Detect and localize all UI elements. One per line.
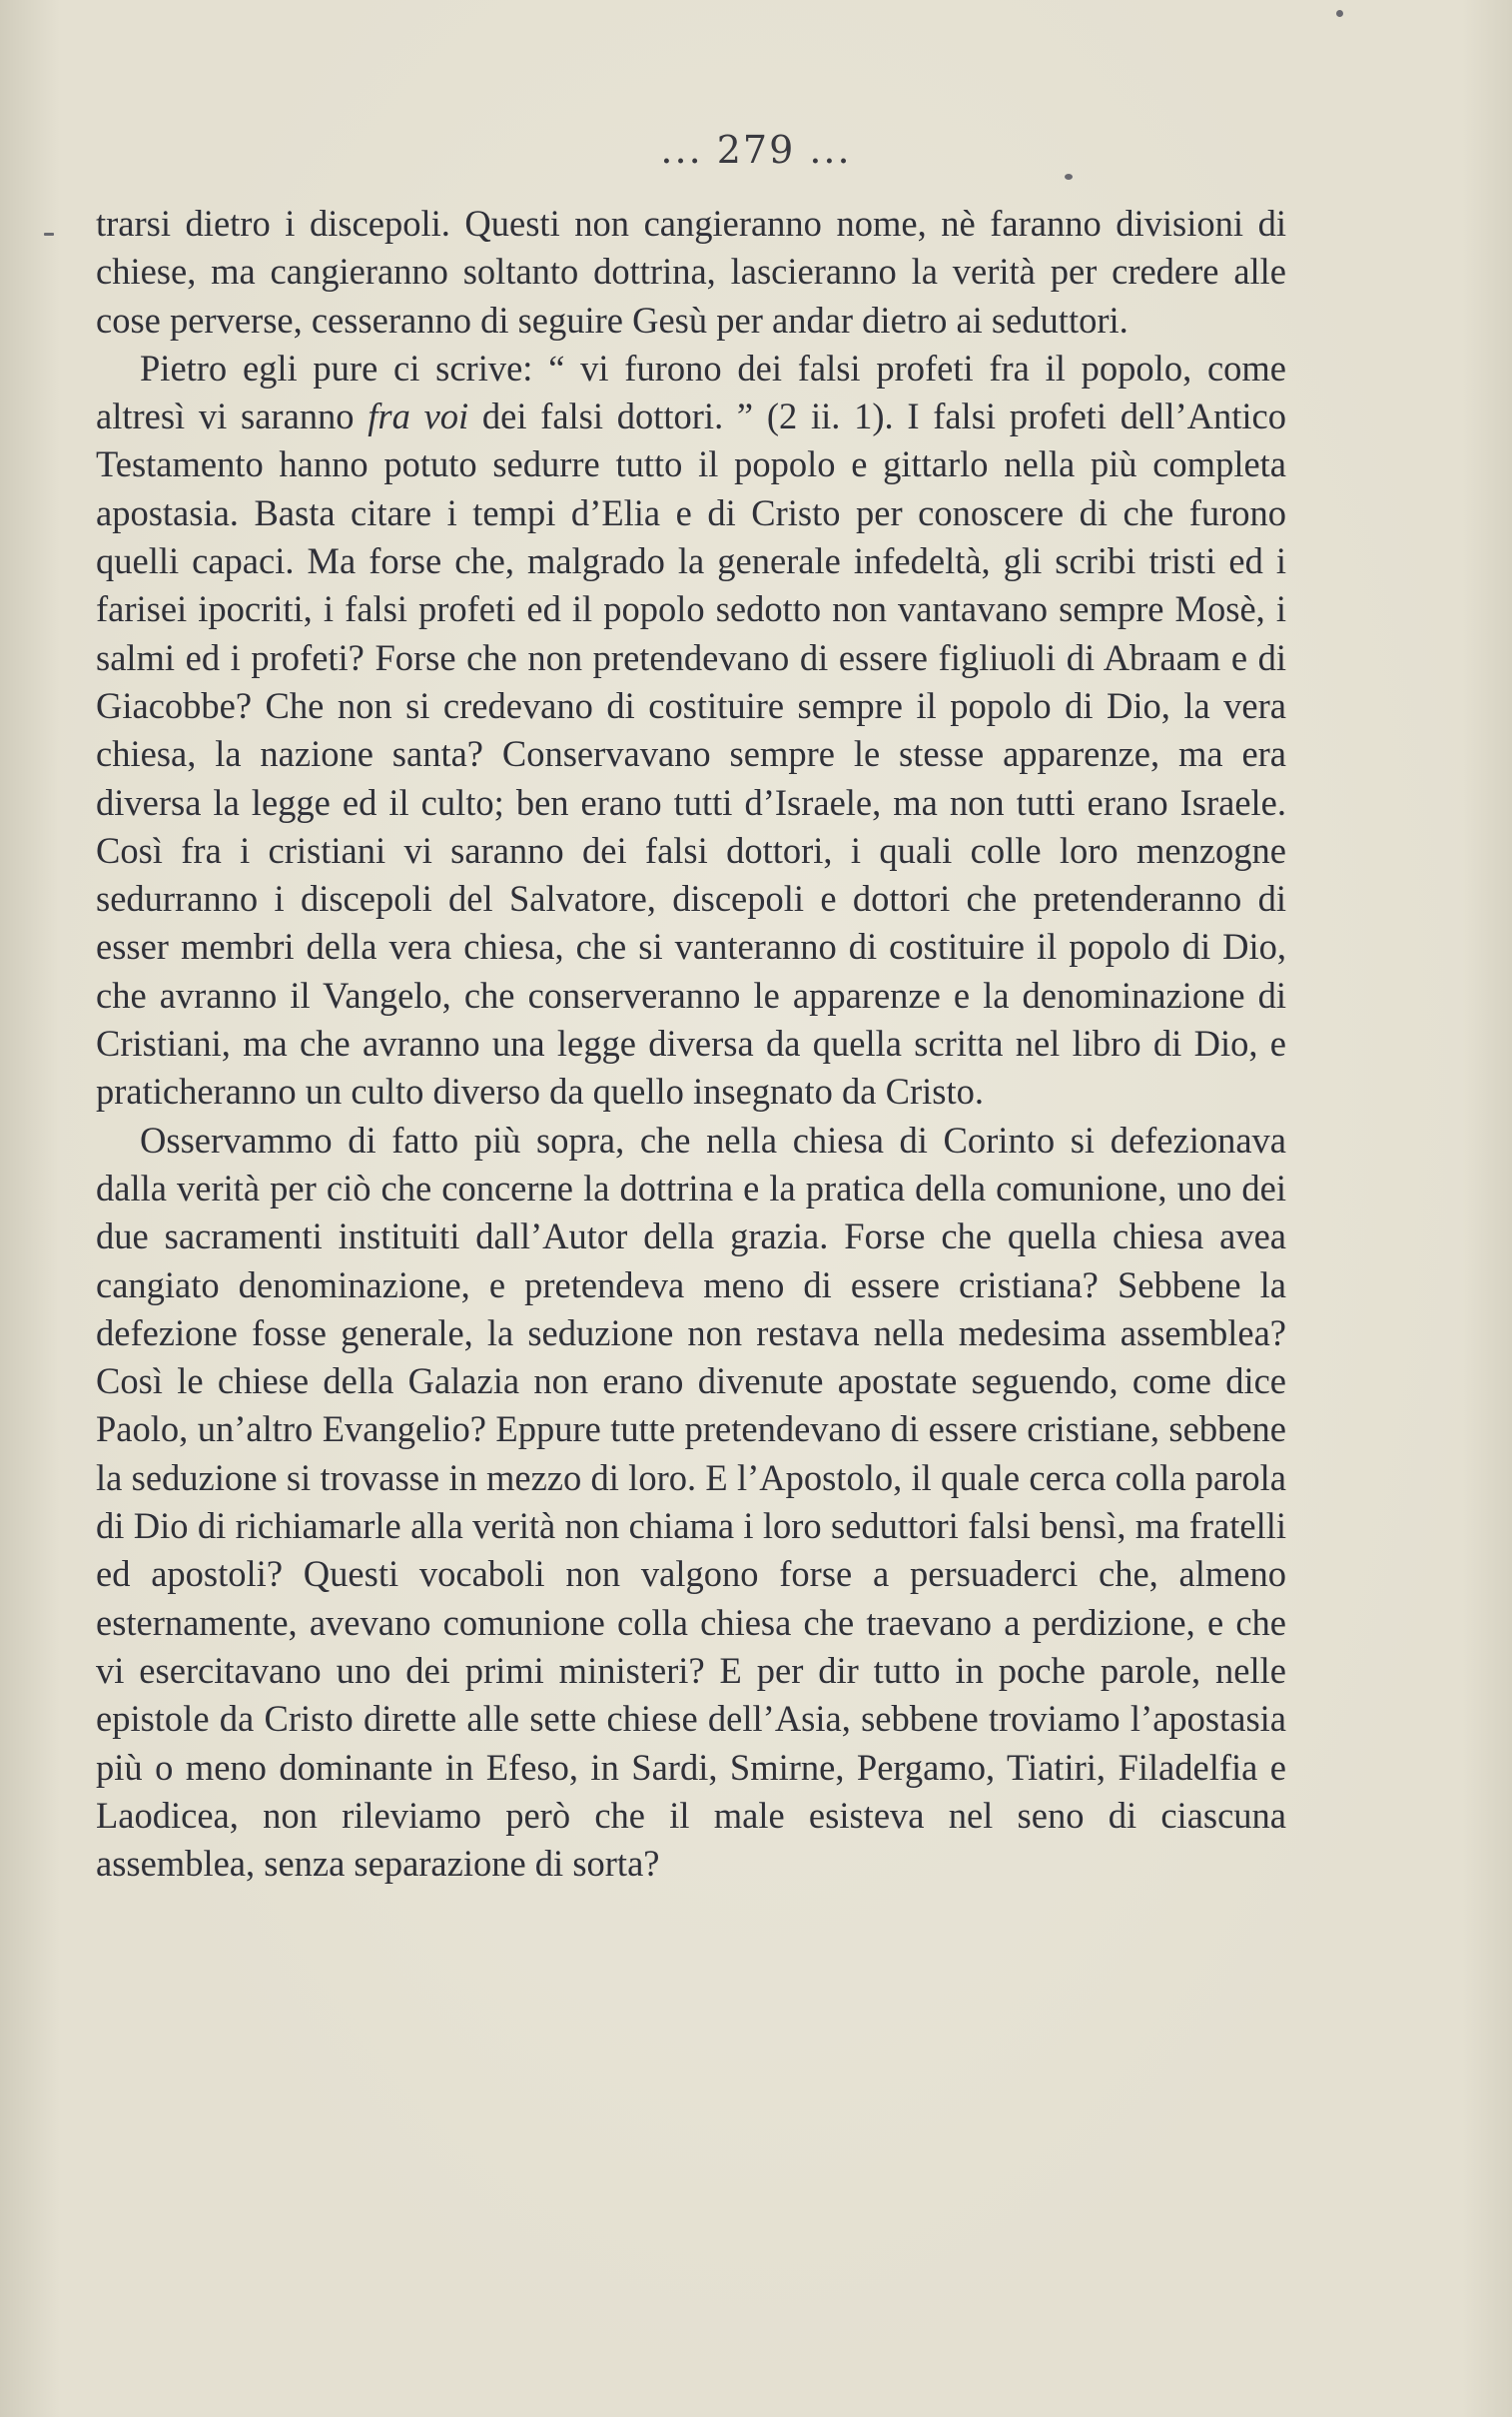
ink-speck — [1336, 10, 1343, 17]
paragraph-2 — [96, 345, 1286, 1117]
body-text — [96, 200, 1286, 1888]
emphasis-fra-voi: fra voi — [368, 396, 469, 437]
paragraph-1: trarsi dietro i discepoli. Questi non cangieranno nome, nè faranno divisioni di chiese, ma cangieranno soltanto dottrina, lascieranno la verità per credere alle cose perverse, cesseranno di seguire Gesù per andar dietro ai seduttori. — [96, 203, 1286, 341]
margin-dash — [44, 233, 54, 236]
paragraph-3: Osservammo di fatto più sopra, che nella chiesa di Corinto si defezionava dalla verità per ciò che concerne la dottrina e la pratica della comunione, uno dei due sacramenti instituiti dall’Autor della grazia. Forse che quella chiesa avea cangiato denominazione, e pretendeva meno di essere cristiana? Sebbene la defezione fosse generale, la seduzione non restava nella medesima assemblea? Così le chiese della Galazia non erano divenute apostate seguendo, come dice Paolo, un’altro Evangelio? Eppure tutte pretendevano di essere cristiane, sebbene la seduzione si trovasse in mezzo di loro. E l’Apostolo, il quale cerca colla parola di Dio di richiamarle alla verità non chiama i loro seduttori falsi bensì, ma fratelli ed apostoli? Questi vocaboli non valgono forse a persuaderci che, almeno esternamente, avevano comunione colla chiesa che traevano a perdizione, e che vi esercitavano uno dei primi ministeri? E per dir tutto in poche parole, nelle epistole da Cristo dirette alle sette chiese dell’Asia, sebbene troviamo l’apostasia più o meno dominante in Efeso, in Sardi, Smirne, Pergamo, Tiatiri, Filadelfia e Laodicea, non rileviamo però che il male esisteva nel seno di ciascuna assemblea, senza separazione di sorta? — [96, 1119, 1286, 1885]
page-number: ... 279 ... — [660, 128, 852, 172]
paragraph-2-text-after: dei falsi dottori. ” (2 ii. 1). I falsi profeti dell’Antico Testamento hanno potuto sedurre tutto il popolo e gittarlo nella più completa apostasia. Basta citare i tempi d’Elia e di Cristo per conoscere di che furono quelli capaci. Ma forse che, malgrado la generale infedeltà, gli scribi tristi ed i farisei ipocriti, i falsi profeti ed il popolo sedotto non vantavano sempre Mosè, i salmi ed i profeti? Forse che non pretendevano di essere figliuoli di Abraam e di Giacobbe? Che non si credevano di costituire sempre il popolo di Dio, la vera chiesa, la nazione santa? Conservavano sempre le stesse apparenze, ma era diversa la legge ed il culto; ben erano tutti d’Israele, ma non tutti erano Israele. Così fra i cristiani vi saranno dei falsi dottori, i quali colle loro menzogne sedurranno i discepoli del Salvatore, discepoli e dottori che pretenderanno di esser membri della vera chiesa, che si vanteranno di costituire il popolo di Dio, che avranno il Vangelo, che conserveranno le apparenze e la denominazione di Cristiani, ma che avranno una legge diversa da quella scritta nel libro di Dio, e praticheranno un culto diverso da quello insegnato da Cristo. — [96, 396, 1286, 1113]
paragraph-2-text-before: Pietro egli pure ci scrive: “ vi furono dei falsi profeti fra il popolo, come altresì vi saranno — [96, 347, 1286, 437]
ink-speck — [1065, 174, 1073, 180]
